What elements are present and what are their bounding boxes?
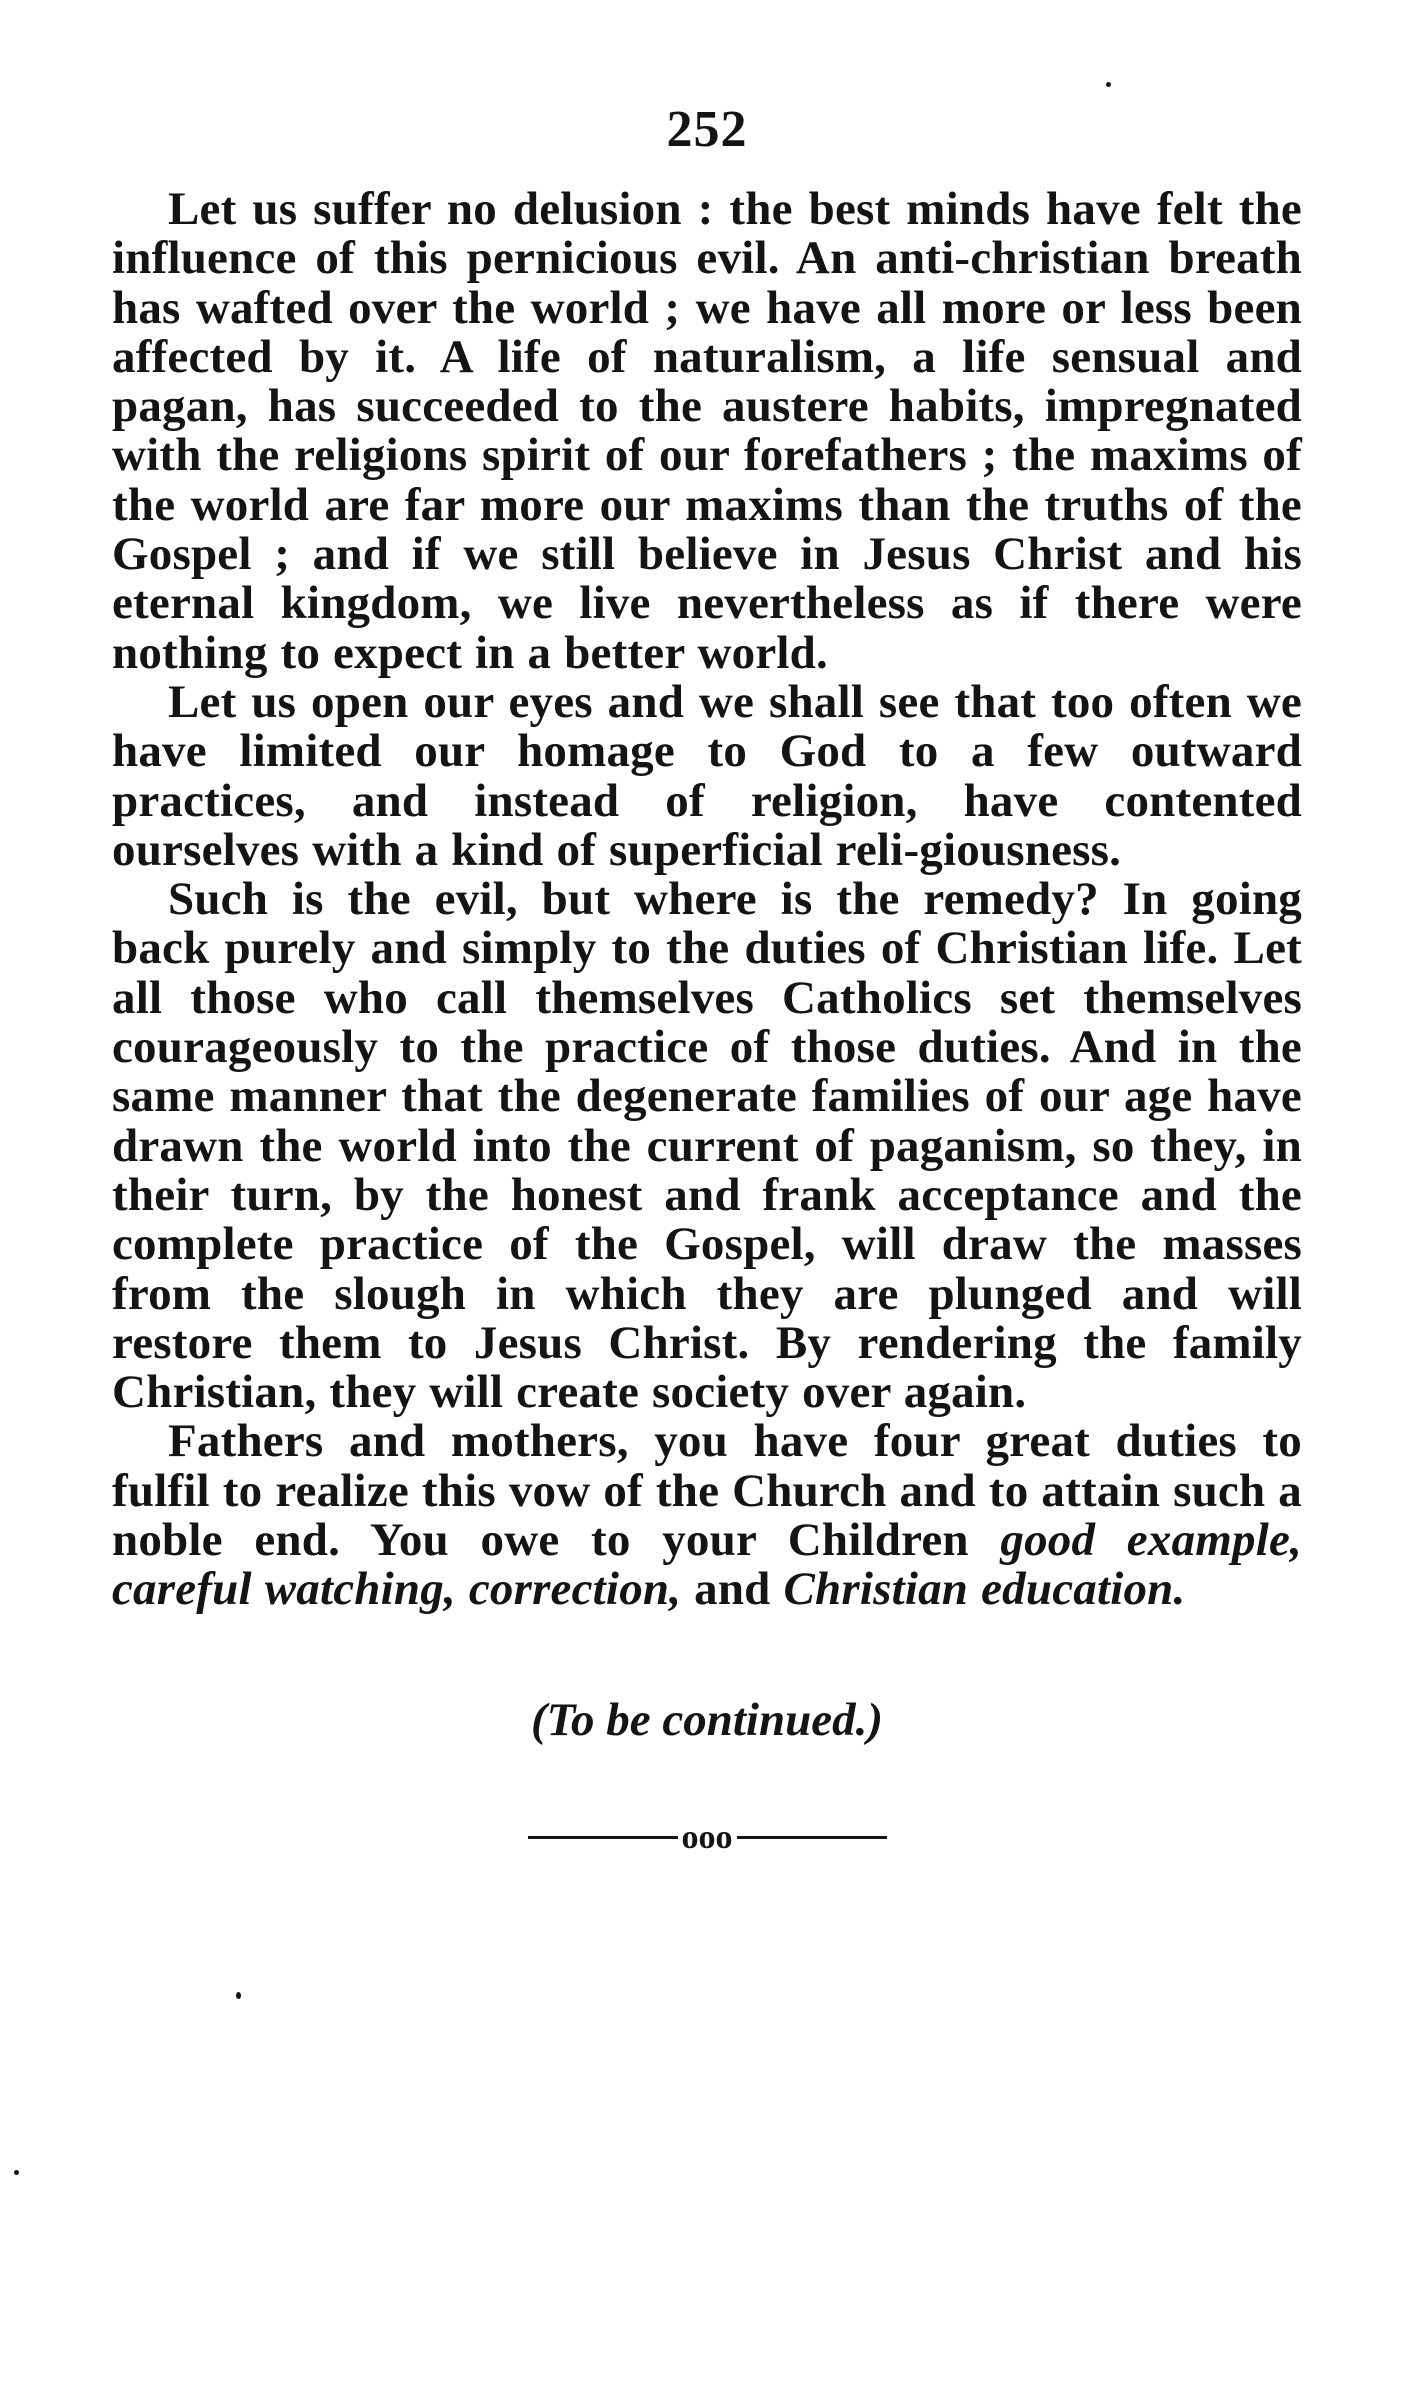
paragraph-four-duties-text: Fathers and mothers, you have four great duties to fulfil to realize this vow of the Church and to attain such a noble end. You owe to your Children (112, 1415, 1302, 1567)
paragraph-delusion: Let us suffer no delusion : the best minds have felt the influence of this pernicious evil. An anti-christian breath has wafted over the world ; we have all more or less been affected by it. A life of naturalism, a life sensual and pagan, has succeeded to the austere habits, impregnated with the religions spirit of our forefathers ; the maxims of the world are far more our maxims than the truths of the Gospel ; and if we still believe in Jesus Christ and his eternal kingdom, we live nevertheless as if there were nothing to expect in a better world. (112, 183, 1302, 679)
paragraph-open-eyes: Let us open our eyes and we shall see that too often we have limited our homage to God to a few outward practices, and instead of religion, have contented ourselves with a kind of superficial reli-giousness. (112, 675, 1302, 876)
ornament-rule-right (737, 1836, 887, 1839)
continued-note: (To be continued.) (530, 1693, 884, 1746)
duties-emphasis-second: Christian education. (783, 1563, 1186, 1616)
page-number: 252 (666, 101, 748, 158)
paragraph-remedy: Such is the evil, but where is the remedy? In going back purely and simply to the duties of Christian life. Let all those who call themselves Catholics set themselves courageously to the practice of those duties. And in the same manner that the degenerate families of our age have drawn the world into the current of paganism, so they, in their turn, by the honest and frank acceptance and the complete practice of the Gospel, will draw the masses from the slough in which they are plunged and will restore them to Jesus Christ. By rendering the family Christian, they will create society over again. (112, 873, 1302, 1419)
document-page (112, 100, 1302, 1855)
ink-speck-lower (236, 1992, 241, 1999)
paragraph-four-duties (112, 1417, 1302, 1614)
ornament-divider (112, 1818, 1302, 1856)
duties-emphasis-first: good example, careful watching, correction, (112, 1514, 1302, 1616)
ornament-mark: ooo (681, 1818, 733, 1856)
ornament-rule-left (528, 1836, 678, 1839)
ink-speck-left (14, 2170, 19, 2175)
ink-speck-top (1106, 82, 1111, 87)
duties-connector: and (681, 1563, 784, 1616)
